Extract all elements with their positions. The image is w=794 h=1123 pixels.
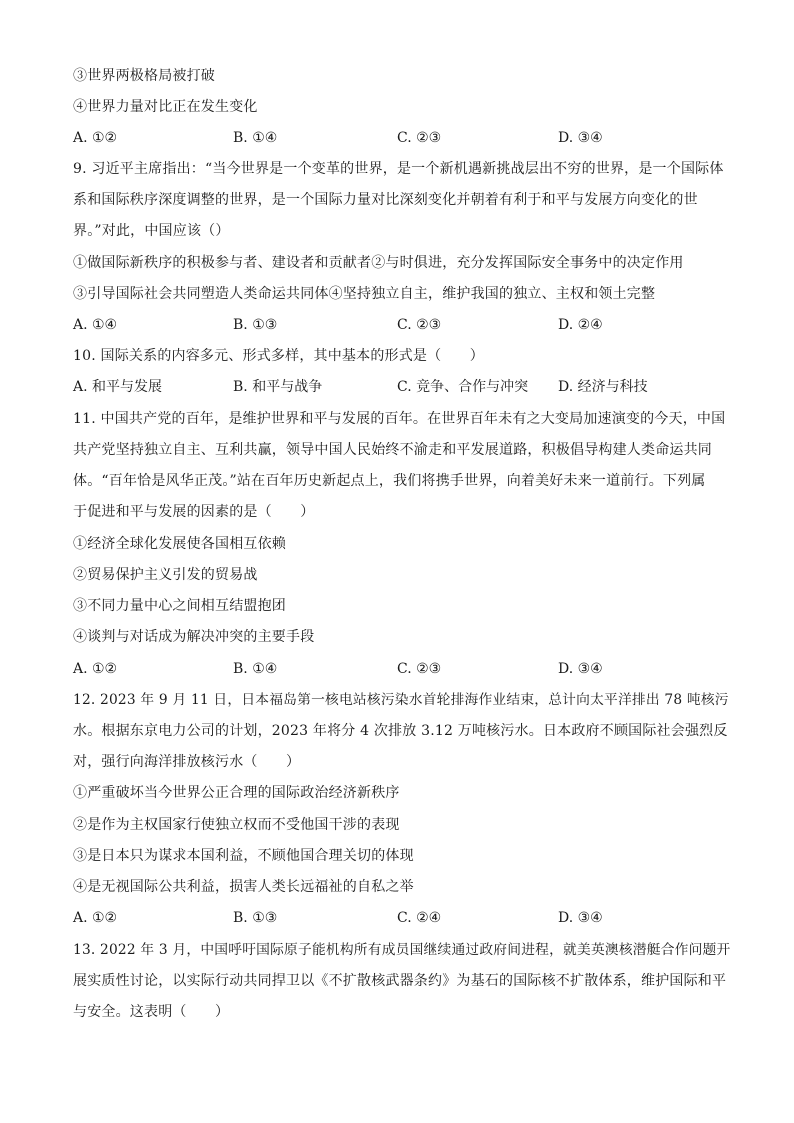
q13-stem-line-2: 展实质性讨论，以实际行动共同捍卫以《不扩散核武器条约》为基石的国际核不扩散体系，维护国际和平 xyxy=(73,973,727,989)
q13-stem-line-1: 13. 2022 年 3 月，中国呼吁国际原子能机构所有成员国继续通过政府间进程，就美英澳核潜艇合作问题开 xyxy=(73,942,731,958)
q11-option-b[interactable]: B. ①④ xyxy=(233,661,278,677)
q8-option-b[interactable]: B. ①④ xyxy=(233,130,278,146)
q11-option-d[interactable]: D. ③④ xyxy=(558,661,603,677)
q11-stem-line-4: 于促进和平与发展的因素的是（ ） xyxy=(73,504,315,520)
q12-statement-1: ①严重破坏当今世界公正合理的国际政治经济新秩序 xyxy=(73,785,400,801)
q10-option-d[interactable]: D. 经济与科技 xyxy=(558,379,648,395)
q10-stem-line-1: 10. 国际关系的内容多元、形式多样，其中基本的形式是（ ） xyxy=(73,348,484,364)
q12-statement-3: ③是日本只为谋求本国利益，不顾他国合理关切的体现 xyxy=(73,848,414,864)
q8-option-a[interactable]: A. ①② xyxy=(73,130,118,146)
q8-statement-4: ④世界力量对比正在发生变化 xyxy=(73,99,258,115)
q11-stem-line-3: 体。“百年恰是风华正茂。”站在百年历史新起点上，我们将携手世界，向着美好未来一道前行。下列属 xyxy=(73,473,706,489)
q11-statement-4: ④谈判与对话成为解决冲突的主要手段 xyxy=(73,629,315,645)
q12-statement-2: ②是作为主权国家行使独立权而不受他国干涉的表现 xyxy=(73,817,400,833)
q10-option-b[interactable]: B. 和平与战争 xyxy=(233,379,323,395)
q10-options xyxy=(73,377,733,397)
q9-stem-line-3: 界。”对此，中国应该（） xyxy=(73,223,230,239)
q8-option-d[interactable]: D. ③④ xyxy=(558,130,603,146)
q10-option-c[interactable]: C. 竞争、合作与冲突 xyxy=(397,379,529,395)
q12-option-c[interactable]: C. ②④ xyxy=(397,910,442,926)
q9-option-b[interactable]: B. ①③ xyxy=(233,317,278,333)
q8-option-c[interactable]: C. ②③ xyxy=(397,130,442,146)
q11-options xyxy=(73,659,733,679)
q9-option-c[interactable]: C. ②③ xyxy=(397,317,442,333)
q9-statements-3-4: ③引导国际社会共同塑造人类命运共同体④坚持独立自主，维护我国的独立、主权和领土完整 xyxy=(73,286,656,302)
q10-option-a[interactable]: A. 和平与发展 xyxy=(73,379,163,395)
q12-stem-line-1: 12. 2023 年 9 月 11 日，日本福岛第一核电站核污染水首轮排海作业结束，总计向太平洋排出 78 吨核污 xyxy=(73,692,729,708)
q9-options xyxy=(73,315,733,335)
q12-statement-4: ④是无视国际公共利益，损害人类长远福祉的自私之举 xyxy=(73,879,414,895)
q11-option-c[interactable]: C. ②③ xyxy=(397,661,442,677)
q8-statement-3: ③世界两极格局被打破 xyxy=(73,68,215,84)
q9-statements-1-2: ①做国际新秩序的积极参与者、建设者和贡献者②与时俱进，充分发挥国际安全事务中的决定作用 xyxy=(73,255,684,271)
q13-stem-line-3: 与安全。这表明（ ） xyxy=(73,1004,230,1020)
q9-stem-line-1: 9. 习近平主席指出：“当今世界是一个变革的世界，是一个新机遇新挑战层出不穷的世界，是一个国际体 xyxy=(73,161,724,177)
q9-option-a[interactable]: A. ①④ xyxy=(73,317,118,333)
q12-options xyxy=(73,908,733,928)
q11-stem-line-1: 11. 中国共产党的百年，是维护世界和平与发展的百年。在世界百年未有之大变局加速演变的今天，中国 xyxy=(73,411,726,427)
q11-statement-1: ①经济全球化发展使各国相互依赖 xyxy=(73,536,286,552)
q8-options xyxy=(73,128,733,148)
q12-option-a[interactable]: A. ①② xyxy=(73,910,118,926)
q9-stem-line-2: 系和国际秩序深度调整的世界，是一个国际力量对比深刻变化并朝着有利于和平与发展方向变化的世 xyxy=(73,192,698,208)
q11-stem-line-2: 共产党坚持独立自主、互利共赢，领导中国人民始终不渝走和平发展道路，积极倡导构建人类命运共同 xyxy=(73,442,712,458)
q11-statement-3: ③不同力量中心之间相互结盟抱团 xyxy=(73,598,286,614)
q9-option-d[interactable]: D. ②④ xyxy=(558,317,603,333)
q12-stem-line-2: 水。根据东京电力公司的计划，2023 年将分 4 次排放 3.12 万吨核污水。日本政府不顾国际社会强烈反 xyxy=(73,723,728,739)
q12-option-d[interactable]: D. ③④ xyxy=(558,910,603,926)
q12-option-b[interactable]: B. ①③ xyxy=(233,910,278,926)
q11-statement-2: ②贸易保护主义引发的贸易战 xyxy=(73,567,258,583)
q11-option-a[interactable]: A. ①② xyxy=(73,661,118,677)
q12-stem-line-3: 对，强行向海洋排放核污水（ ） xyxy=(73,754,301,770)
